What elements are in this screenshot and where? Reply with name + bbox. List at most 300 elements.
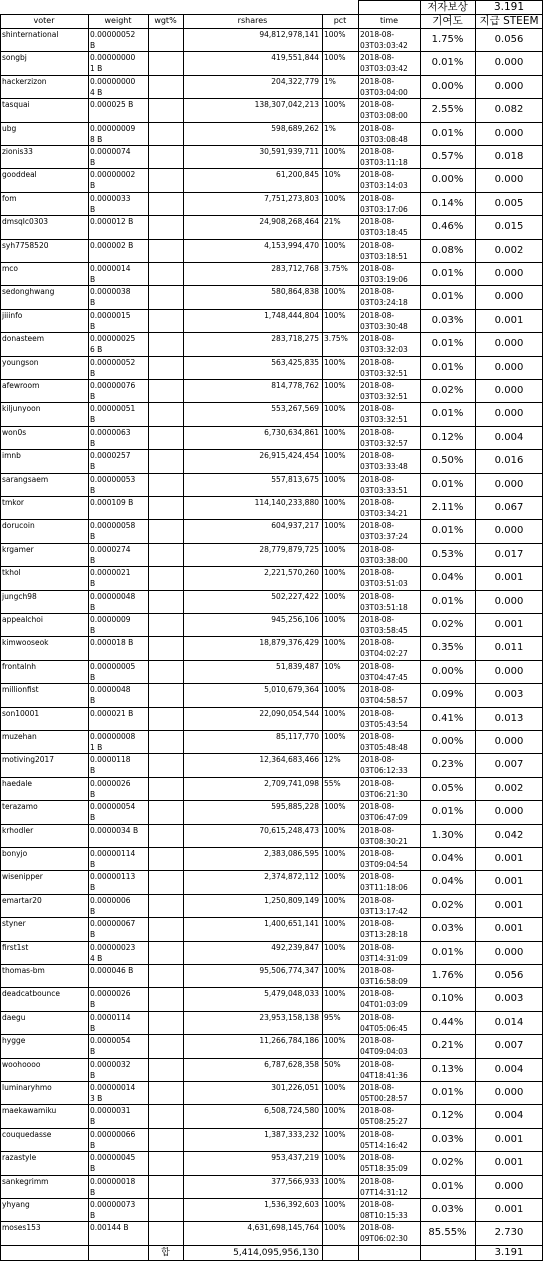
pct-cell: 3.75% <box>324 334 348 344</box>
pct-cell: 100% <box>324 30 346 39</box>
pct-cell: 100% <box>324 685 346 695</box>
contribution-cell: 0.50% <box>431 455 464 467</box>
time-cell: 2018-08- 03T03:32:51 <box>360 404 408 425</box>
pct-cell: 100% <box>324 193 346 203</box>
payout-cell: 0.000 <box>494 478 524 490</box>
grid-line <box>0 14 1 1261</box>
pct-cell: 100% <box>324 942 346 952</box>
weight-cell: 0.00000052 B <box>90 357 136 378</box>
rshares-cell: 283,712,768 <box>271 264 319 273</box>
grid-line <box>0 660 543 661</box>
column-header-time: time <box>379 16 399 25</box>
weight-cell: 0.00000066 B <box>90 1129 136 1150</box>
time-cell: 2018-08- 03T13:17:42 <box>360 895 408 916</box>
weight-cell: 0.0000054 B <box>90 1036 131 1057</box>
grid-line <box>0 1081 543 1082</box>
weight-cell: 0.0000015 B <box>90 310 131 331</box>
pct-cell: 100% <box>324 802 346 812</box>
contribution-cell: 0.01% <box>431 946 464 958</box>
pct-cell: 100% <box>324 521 346 531</box>
weight-cell: 0.0000048 B <box>90 685 131 706</box>
pct-cell: 100% <box>324 381 346 390</box>
rshares-cell: 94,812,978,141 <box>259 30 319 39</box>
payout-cell: 0.000 <box>494 174 524 186</box>
contribution-cell: 0.01% <box>431 338 464 350</box>
weight-cell: 0.00000002 B <box>90 170 136 191</box>
grid-line <box>0 917 543 918</box>
contribution-cell: 0.14% <box>431 197 464 209</box>
time-cell: 2018-08- 03T03:18:45 <box>360 217 408 238</box>
contribution-cell: 0.00% <box>431 665 464 677</box>
time-cell: 2018-08- 03T05:43:54 <box>360 708 408 729</box>
rshares-cell: 1,387,333,232 <box>264 1129 319 1139</box>
author-reward-value: 3.191 <box>493 1 525 13</box>
weight-cell: 0.000002 B <box>90 240 134 250</box>
payout-cell: 0.016 <box>494 455 524 467</box>
contribution-cell: 0.02% <box>431 899 464 911</box>
contribution-cell: 85.55% <box>428 1227 467 1239</box>
pct-cell: 100% <box>324 568 346 578</box>
voter-cell: couquedasse <box>2 1129 52 1139</box>
payout-cell: 0.003 <box>494 993 524 1005</box>
column-header-contribution: 기여도 <box>432 15 463 27</box>
rshares-cell: 945,256,106 <box>271 615 319 624</box>
voter-cell: frontalnh <box>2 661 37 671</box>
rshares-cell: 419,551,844 <box>271 53 319 63</box>
grid-line <box>183 14 184 1261</box>
grid-line <box>420 14 421 1261</box>
rshares-cell: 580,864,838 <box>271 287 319 297</box>
rshares-cell: 6,730,634,861 <box>264 427 319 437</box>
pct-cell: 100% <box>324 732 346 741</box>
pct-cell: 100% <box>324 1129 346 1139</box>
grid-line <box>475 14 476 1261</box>
pct-cell: 100% <box>324 287 346 297</box>
grid-line <box>0 98 543 99</box>
grid-line <box>0 426 543 427</box>
sum-rshares: 5,414,095,956,130 <box>233 1247 319 1258</box>
time-cell: 2018-08- 05T00:28:57 <box>360 1083 408 1103</box>
contribution-cell: 0.13% <box>431 1063 464 1075</box>
payout-cell: 0.000 <box>494 736 524 747</box>
payout-cell: 0.001 <box>494 923 524 935</box>
rshares-cell: 953,437,219 <box>271 1153 319 1163</box>
payout-cell: 0.018 <box>494 151 524 162</box>
time-cell: 2018-08- 05T18:35:09 <box>360 1153 408 1174</box>
weight-cell: 0.00000009 8 B <box>90 123 136 144</box>
rshares-cell: 301,226,051 <box>271 1083 319 1092</box>
payout-cell: 0.001 <box>494 1133 524 1145</box>
weight-cell: 0.00000008 1 B <box>90 732 136 752</box>
payout-cell: 0.000 <box>494 338 524 350</box>
contribution-cell: 0.01% <box>431 57 464 69</box>
grid-line <box>0 215 543 216</box>
contribution-cell: 0.04% <box>431 853 464 864</box>
pct-cell: 10% <box>324 170 341 180</box>
pct-cell: 100% <box>324 708 346 718</box>
weight-cell: 0.0000114 B <box>90 1012 131 1033</box>
grid-line <box>0 1128 543 1129</box>
payout-cell: 0.013 <box>494 712 524 724</box>
weight-cell: 0.00144 B <box>90 1223 129 1233</box>
contribution-cell: 0.12% <box>431 1110 464 1122</box>
rshares-cell: 1,536,392,603 <box>264 1200 319 1209</box>
weight-cell: 0.000012 B <box>90 217 134 227</box>
rshares-cell: 23,953,158,138 <box>259 1012 319 1022</box>
payout-cell: 0.004 <box>494 1063 524 1075</box>
pct-cell: 100% <box>324 895 346 905</box>
time-cell: 2018-08- 04T05:06:45 <box>360 1012 408 1033</box>
pct-cell: 100% <box>324 357 346 367</box>
grid-line <box>475 0 476 14</box>
payout-cell: 0.001 <box>494 853 524 864</box>
pct-cell: 3.75% <box>324 264 348 273</box>
pct-cell: 50% <box>324 1059 341 1069</box>
weight-cell: 0.00000052 B <box>90 30 136 50</box>
contribution-cell: 0.01% <box>431 408 464 420</box>
rshares-cell: 2,374,872,112 <box>264 872 319 882</box>
contribution-cell: 0.01% <box>431 806 464 818</box>
grid-line <box>0 28 543 29</box>
payout-cell: 0.017 <box>494 548 524 560</box>
payout-cell: 0.000 <box>494 1087 524 1098</box>
rshares-cell: 61,200,845 <box>276 170 319 180</box>
pct-cell: 1% <box>324 123 336 133</box>
time-cell: 2018-08- 03T03:14:03 <box>360 170 408 191</box>
weight-cell: 0.0000033 B <box>90 193 131 214</box>
contribution-cell: 2.55% <box>431 104 464 116</box>
time-cell: 2018-08- 03T03:03:42 <box>360 53 408 74</box>
payout-cell: 0.001 <box>494 314 524 326</box>
rshares-cell: 6,508,724,580 <box>264 1106 319 1116</box>
pct-cell: 21% <box>324 217 341 227</box>
grid-line <box>0 964 543 965</box>
voter-cell: gooddeal <box>2 170 37 180</box>
pct-cell: 100% <box>324 240 346 250</box>
contribution-cell: 0.35% <box>431 642 464 654</box>
payout-cell: 0.056 <box>494 970 524 981</box>
time-cell: 2018-08- 03T03:32:51 <box>360 381 408 401</box>
pct-cell: 1% <box>324 76 336 86</box>
pct-cell: 55% <box>324 778 341 788</box>
weight-cell: 0.00000067 B <box>90 919 136 940</box>
grid-line <box>0 753 543 754</box>
voter-cell: sarangsaem <box>2 474 49 484</box>
weight-cell: 0.00000014 3 B <box>90 1083 136 1103</box>
time-cell: 2018-08- 07T14:31:12 <box>360 1176 408 1197</box>
grid-line <box>0 590 543 591</box>
contribution-cell: 2.11% <box>431 502 464 513</box>
voter-cell: styner <box>2 919 26 929</box>
contribution-cell: 0.46% <box>431 221 464 233</box>
weight-cell: 0.000018 B <box>90 638 134 648</box>
column-header-pct: pct <box>333 16 347 25</box>
rshares-cell: 553,267,569 <box>271 404 319 414</box>
weight-cell: 0.00000023 4 B <box>90 942 136 963</box>
time-cell: 2018-08- 04T18:41:36 <box>360 1059 408 1080</box>
grid-line <box>0 519 543 520</box>
contribution-cell: 0.41% <box>431 712 464 724</box>
time-cell: 2018-08- 03T13:28:18 <box>360 919 408 940</box>
payout-cell: 0.001 <box>494 899 524 911</box>
grid-line <box>0 1151 543 1152</box>
rshares-cell: 11,266,784,186 <box>259 1036 319 1046</box>
contribution-cell: 0.01% <box>431 291 464 303</box>
voter-cell: daegu <box>2 1012 26 1022</box>
grid-line <box>0 1175 543 1176</box>
time-cell: 2018-08- 03T03:17:06 <box>360 193 408 214</box>
payout-cell: 0.005 <box>494 197 524 209</box>
voter-cell: syh7758520 <box>2 240 49 250</box>
voter-cell: imnb <box>2 451 21 461</box>
weight-cell: 0.00000048 B <box>90 591 136 612</box>
weight-cell: 0.0000026 B <box>90 778 131 799</box>
time-cell: 2018-08- 03T06:12:33 <box>360 755 408 776</box>
pct-cell: 100% <box>324 53 346 63</box>
weight-cell: 0.0000074 B <box>90 147 131 167</box>
time-cell: 2018-08- 03T03:38:00 <box>360 544 408 565</box>
voter-cell: songbj <box>2 53 27 63</box>
contribution-cell: 0.00% <box>431 174 464 186</box>
time-cell: 2018-08- 03T04:47:45 <box>360 661 408 682</box>
payout-cell: 0.000 <box>494 946 524 958</box>
payout-cell: 0.000 <box>494 268 524 279</box>
contribution-cell: 0.12% <box>431 431 464 443</box>
payout-cell: 2.730 <box>494 1227 524 1239</box>
weight-cell: 0.0000274 B <box>90 544 131 565</box>
time-cell: 2018-08- 03T03:11:18 <box>360 147 408 167</box>
rshares-cell: 70,615,248,473 <box>259 825 319 835</box>
payout-cell: 0.000 <box>494 291 524 303</box>
grid-line <box>0 941 543 942</box>
voter-cell: woohoooo <box>2 1059 41 1069</box>
contribution-cell: 1.76% <box>431 970 464 981</box>
time-cell: 2018-08- 09T06:02:30 <box>360 1223 408 1244</box>
pct-cell: 100% <box>324 474 346 484</box>
contribution-cell: 0.23% <box>431 759 464 771</box>
pct-cell: 100% <box>324 872 346 882</box>
weight-cell: 0.000021 B <box>90 708 134 718</box>
rshares-cell: 138,307,042,213 <box>254 100 319 110</box>
voter-cell: jiiinfo <box>2 310 23 320</box>
payout-cell: 0.007 <box>494 1040 524 1052</box>
weight-cell: 0.00000076 B <box>90 381 136 401</box>
rshares-cell: 2,709,741,098 <box>264 778 319 788</box>
voter-cell: shinternational <box>2 30 59 39</box>
weight-cell: 0.0000032 B <box>90 1059 131 1080</box>
time-cell: 2018-08- 03T03:30:48 <box>360 310 408 331</box>
voter-cell: razastyle <box>2 1153 37 1163</box>
pct-cell: 100% <box>324 100 346 110</box>
voter-cell: haedale <box>2 778 33 788</box>
pct-cell: 100% <box>324 849 346 858</box>
grid-line <box>0 239 543 240</box>
grid-line <box>0 192 543 193</box>
grid-line <box>0 777 543 778</box>
time-cell: 2018-08- 08T10:15:33 <box>360 1200 408 1220</box>
payout-cell: 0.000 <box>494 57 524 69</box>
weight-cell: 0.0000014 B <box>90 264 131 284</box>
payout-cell: 0.000 <box>494 806 524 818</box>
rshares-cell: 604,937,217 <box>271 521 319 531</box>
pct-cell: 100% <box>324 310 346 320</box>
rshares-cell: 26,915,424,454 <box>259 451 319 461</box>
payout-cell: 0.000 <box>494 408 524 420</box>
voter-cell: appealchoi <box>2 615 43 624</box>
payout-cell: 0.002 <box>494 244 524 256</box>
pct-cell: 100% <box>324 989 346 999</box>
author-reward-label: 저자보상 <box>427 1 468 13</box>
grid-line <box>0 987 543 988</box>
voter-cell: dorucoin <box>2 521 35 531</box>
time-cell: 2018-08- 03T03:32:03 <box>360 334 408 355</box>
weight-cell: 0.0000026 B <box>90 989 131 1010</box>
payout-cell: 0.056 <box>494 34 524 45</box>
contribution-cell: 0.01% <box>431 1087 464 1098</box>
grid-line <box>0 379 543 380</box>
contribution-cell: 0.00% <box>431 736 464 747</box>
voter-cell: krgamer <box>2 544 34 554</box>
voter-cell: first1st <box>2 942 29 952</box>
grid-line <box>0 1104 543 1105</box>
pct-cell: 100% <box>324 638 346 648</box>
grid-line <box>88 14 89 1261</box>
contribution-cell: 0.03% <box>431 1133 464 1145</box>
payout-cell: 0.000 <box>494 80 524 92</box>
contribution-cell: 0.03% <box>431 923 464 935</box>
contribution-cell: 0.04% <box>431 572 464 584</box>
payout-cell: 0.001 <box>494 1157 524 1169</box>
time-cell: 2018-08- 03T03:37:24 <box>360 521 408 542</box>
column-header-rshares: rshares <box>237 16 268 25</box>
voter-cell: jungch98 <box>2 591 37 601</box>
time-cell: 2018-08- 03T03:18:51 <box>360 240 408 261</box>
contribution-cell: 0.05% <box>431 782 464 794</box>
time-cell: 2018-08- 03T03:04:00 <box>360 76 408 97</box>
voter-cell: luminaryhmo <box>2 1083 52 1092</box>
payout-cell: 0.001 <box>494 876 524 888</box>
pct-cell: 100% <box>324 1223 346 1233</box>
pct-cell: 100% <box>324 615 346 624</box>
payout-cell: 0.000 <box>494 595 524 607</box>
contribution-cell: 0.57% <box>431 151 464 162</box>
pct-cell: 100% <box>324 1200 346 1209</box>
rshares-cell: 595,885,228 <box>271 802 319 812</box>
grid-line <box>0 14 543 15</box>
column-header-voter: voter <box>33 16 55 25</box>
rshares-cell: 563,425,835 <box>271 357 319 367</box>
rshares-cell: 5,479,048,033 <box>264 989 319 999</box>
grid-line <box>0 1034 543 1035</box>
pct-cell: 100% <box>324 825 346 835</box>
grid-line <box>358 0 543 1</box>
grid-line <box>358 0 359 14</box>
weight-cell: 0.00000058 B <box>90 521 136 542</box>
time-cell: 2018-08- 04T09:04:03 <box>360 1036 408 1057</box>
weight-cell: 0.00000005 B <box>90 661 136 682</box>
voter-cell: krhodler <box>2 825 34 835</box>
pct-cell: 100% <box>324 451 346 461</box>
grid-line <box>0 51 543 52</box>
voter-cell: mco <box>2 264 19 273</box>
time-cell: 2018-08- 03T03:19:06 <box>360 264 408 284</box>
grid-line <box>0 145 543 146</box>
weight-cell: 0.0000031 B <box>90 1106 131 1127</box>
rshares-cell: 95,506,774,347 <box>259 966 319 975</box>
contribution-cell: 0.03% <box>431 1204 464 1215</box>
weight-cell: 0.000025 B <box>90 100 134 110</box>
voter-cell: hackerzizon <box>2 76 47 86</box>
pct-cell: 12% <box>324 755 341 765</box>
pct-cell: 100% <box>324 1106 346 1116</box>
grid-line <box>0 309 543 310</box>
payout-cell: 0.000 <box>494 127 524 139</box>
voter-cell: kimwooseok <box>2 638 49 648</box>
contribution-cell: 0.08% <box>431 244 464 256</box>
voter-cell: millionfist <box>2 685 39 695</box>
weight-cell: 0.0000009 B <box>90 615 131 635</box>
rshares-cell: 1,250,809,149 <box>264 895 319 905</box>
contribution-cell: 0.02% <box>431 619 464 630</box>
payout-cell: 0.082 <box>494 104 524 116</box>
column-header-payout: 지급 STEEM <box>479 15 539 27</box>
grid-line <box>0 496 543 497</box>
time-cell: 2018-08- 03T03:33:48 <box>360 451 408 472</box>
contribution-cell: 0.01% <box>431 268 464 279</box>
time-cell: 2018-08- 04T01:03:09 <box>360 989 408 1010</box>
grid-line <box>0 847 543 848</box>
voter-cell: sedonghwang <box>2 287 55 297</box>
column-header-weight: weight <box>104 16 132 25</box>
grid-line <box>0 613 543 614</box>
voter-cell: tasquai <box>2 100 30 110</box>
rshares-cell: 30,591,939,711 <box>259 147 319 156</box>
weight-cell: 0.00000018 B <box>90 1176 136 1197</box>
time-cell: 2018-08- 03T11:18:06 <box>360 872 408 893</box>
contribution-cell: 0.01% <box>431 361 464 373</box>
time-cell: 2018-08- 03T03:32:57 <box>360 427 408 448</box>
time-cell: 2018-08- 05T08:25:27 <box>360 1106 408 1127</box>
time-cell: 2018-08- 03T08:30:21 <box>360 825 408 846</box>
grid-line <box>358 14 359 1261</box>
payout-cell: 0.004 <box>494 1110 524 1122</box>
weight-cell: 0.00000000 4 B <box>90 76 136 97</box>
time-cell: 2018-08- 03T03:51:03 <box>360 568 408 589</box>
voter-cell: tkhol <box>2 568 21 578</box>
weight-cell: 0.000046 B <box>90 966 134 975</box>
grid-line <box>0 1058 543 1059</box>
grid-line <box>0 262 543 263</box>
voter-cell: thomas-bm <box>2 966 45 975</box>
voter-cell: yhyang <box>2 1200 30 1209</box>
rshares-cell: 7,751,273,803 <box>264 193 319 203</box>
payout-cell: 0.000 <box>494 361 524 373</box>
payout-cell: 0.001 <box>494 619 524 630</box>
contribution-cell: 0.53% <box>431 548 464 560</box>
rshares-cell: 204,322,779 <box>271 76 319 86</box>
time-cell: 2018-08- 03T04:58:57 <box>360 685 408 706</box>
payout-cell: 0.011 <box>494 642 524 654</box>
sum-payout: 3.191 <box>494 1246 524 1258</box>
time-cell: 2018-08- 03T03:24:18 <box>360 287 408 308</box>
time-cell: 2018-08- 03T03:34:21 <box>360 498 408 518</box>
voter-cell: afewroom <box>2 381 40 390</box>
contribution-cell: 0.10% <box>431 993 464 1005</box>
rshares-cell: 598,689,262 <box>271 123 319 133</box>
voter-cell: fom <box>2 193 17 203</box>
grid-line <box>0 285 543 286</box>
grid-line <box>0 730 543 731</box>
